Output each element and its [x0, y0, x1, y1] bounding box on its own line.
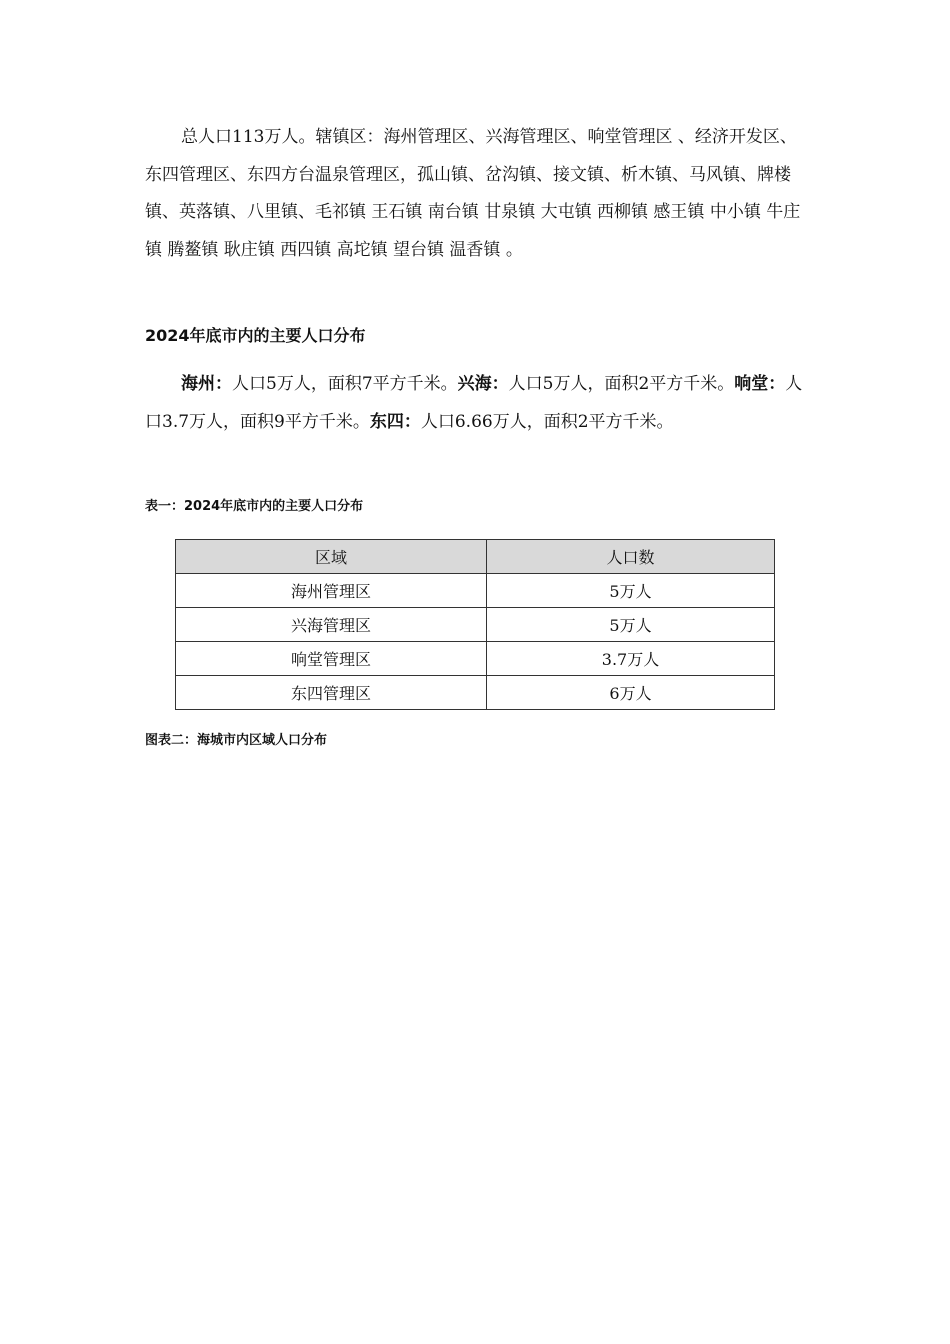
- xinghai-text: 人口5万人，面积2平方千米。: [508, 374, 735, 394]
- region-cell: 兴海管理区: [176, 608, 487, 642]
- xiangtang-text: 人口3.7万人，面积9平方千米。: [145, 374, 803, 432]
- header-region: 区域: [176, 540, 487, 574]
- dongsi-label: 东四：: [369, 411, 421, 432]
- table-row: [176, 642, 775, 676]
- haizhou-text: 人口5万人，面积7平方千米。: [232, 374, 458, 394]
- intro-text: 总人口113万人。辖镇区：海州管理区、兴海管理区、响堂管理区 、经济开发区、东四管理区、东四方台温泉管理区，孤山镇、岔沟镇、接文镇、析木镇、马风镇、牌楼镇、英落镇、八里镇、毛祁镇 王石镇 南台镇 甘泉镇 大屯镇 西柳镇 感王镇 中小镇 牛庄镇 腾鳌镇 耿庄镇 西四镇 高坨镇 望台镇 温香镇 。: [145, 127, 801, 260]
- xiangtang-label: 响堂：: [734, 374, 786, 394]
- table-row: [176, 608, 775, 642]
- population-paragraph: [145, 366, 810, 441]
- table-row: [176, 574, 775, 608]
- population-cell: 6万人: [487, 676, 775, 710]
- xinghai-label: 兴海：: [457, 374, 509, 394]
- intro-paragraph: [145, 119, 810, 269]
- population-cell: 3.7万人: [487, 642, 775, 676]
- population-cell: 5万人: [487, 574, 775, 608]
- figure-caption: 图表二：海城市内区域人口分布: [145, 733, 328, 748]
- population-table: [175, 539, 775, 710]
- header-population: 人口数: [487, 540, 775, 574]
- table-row: [176, 676, 775, 710]
- region-cell: 海州管理区: [176, 574, 487, 608]
- section-heading: 2024年底市内的主要人口分布: [145, 326, 366, 345]
- table-header-row: [176, 540, 775, 574]
- dongsi-text: 人口6.66万人，面积2平方千米。: [420, 411, 674, 432]
- region-cell: 响堂管理区: [176, 642, 487, 676]
- population-cell: 5万人: [487, 608, 775, 642]
- haizhou-label: 海州：: [181, 374, 232, 394]
- table-caption: 表一：2024年底市内的主要人口分布: [145, 499, 364, 514]
- region-cell: 东四管理区: [176, 676, 487, 710]
